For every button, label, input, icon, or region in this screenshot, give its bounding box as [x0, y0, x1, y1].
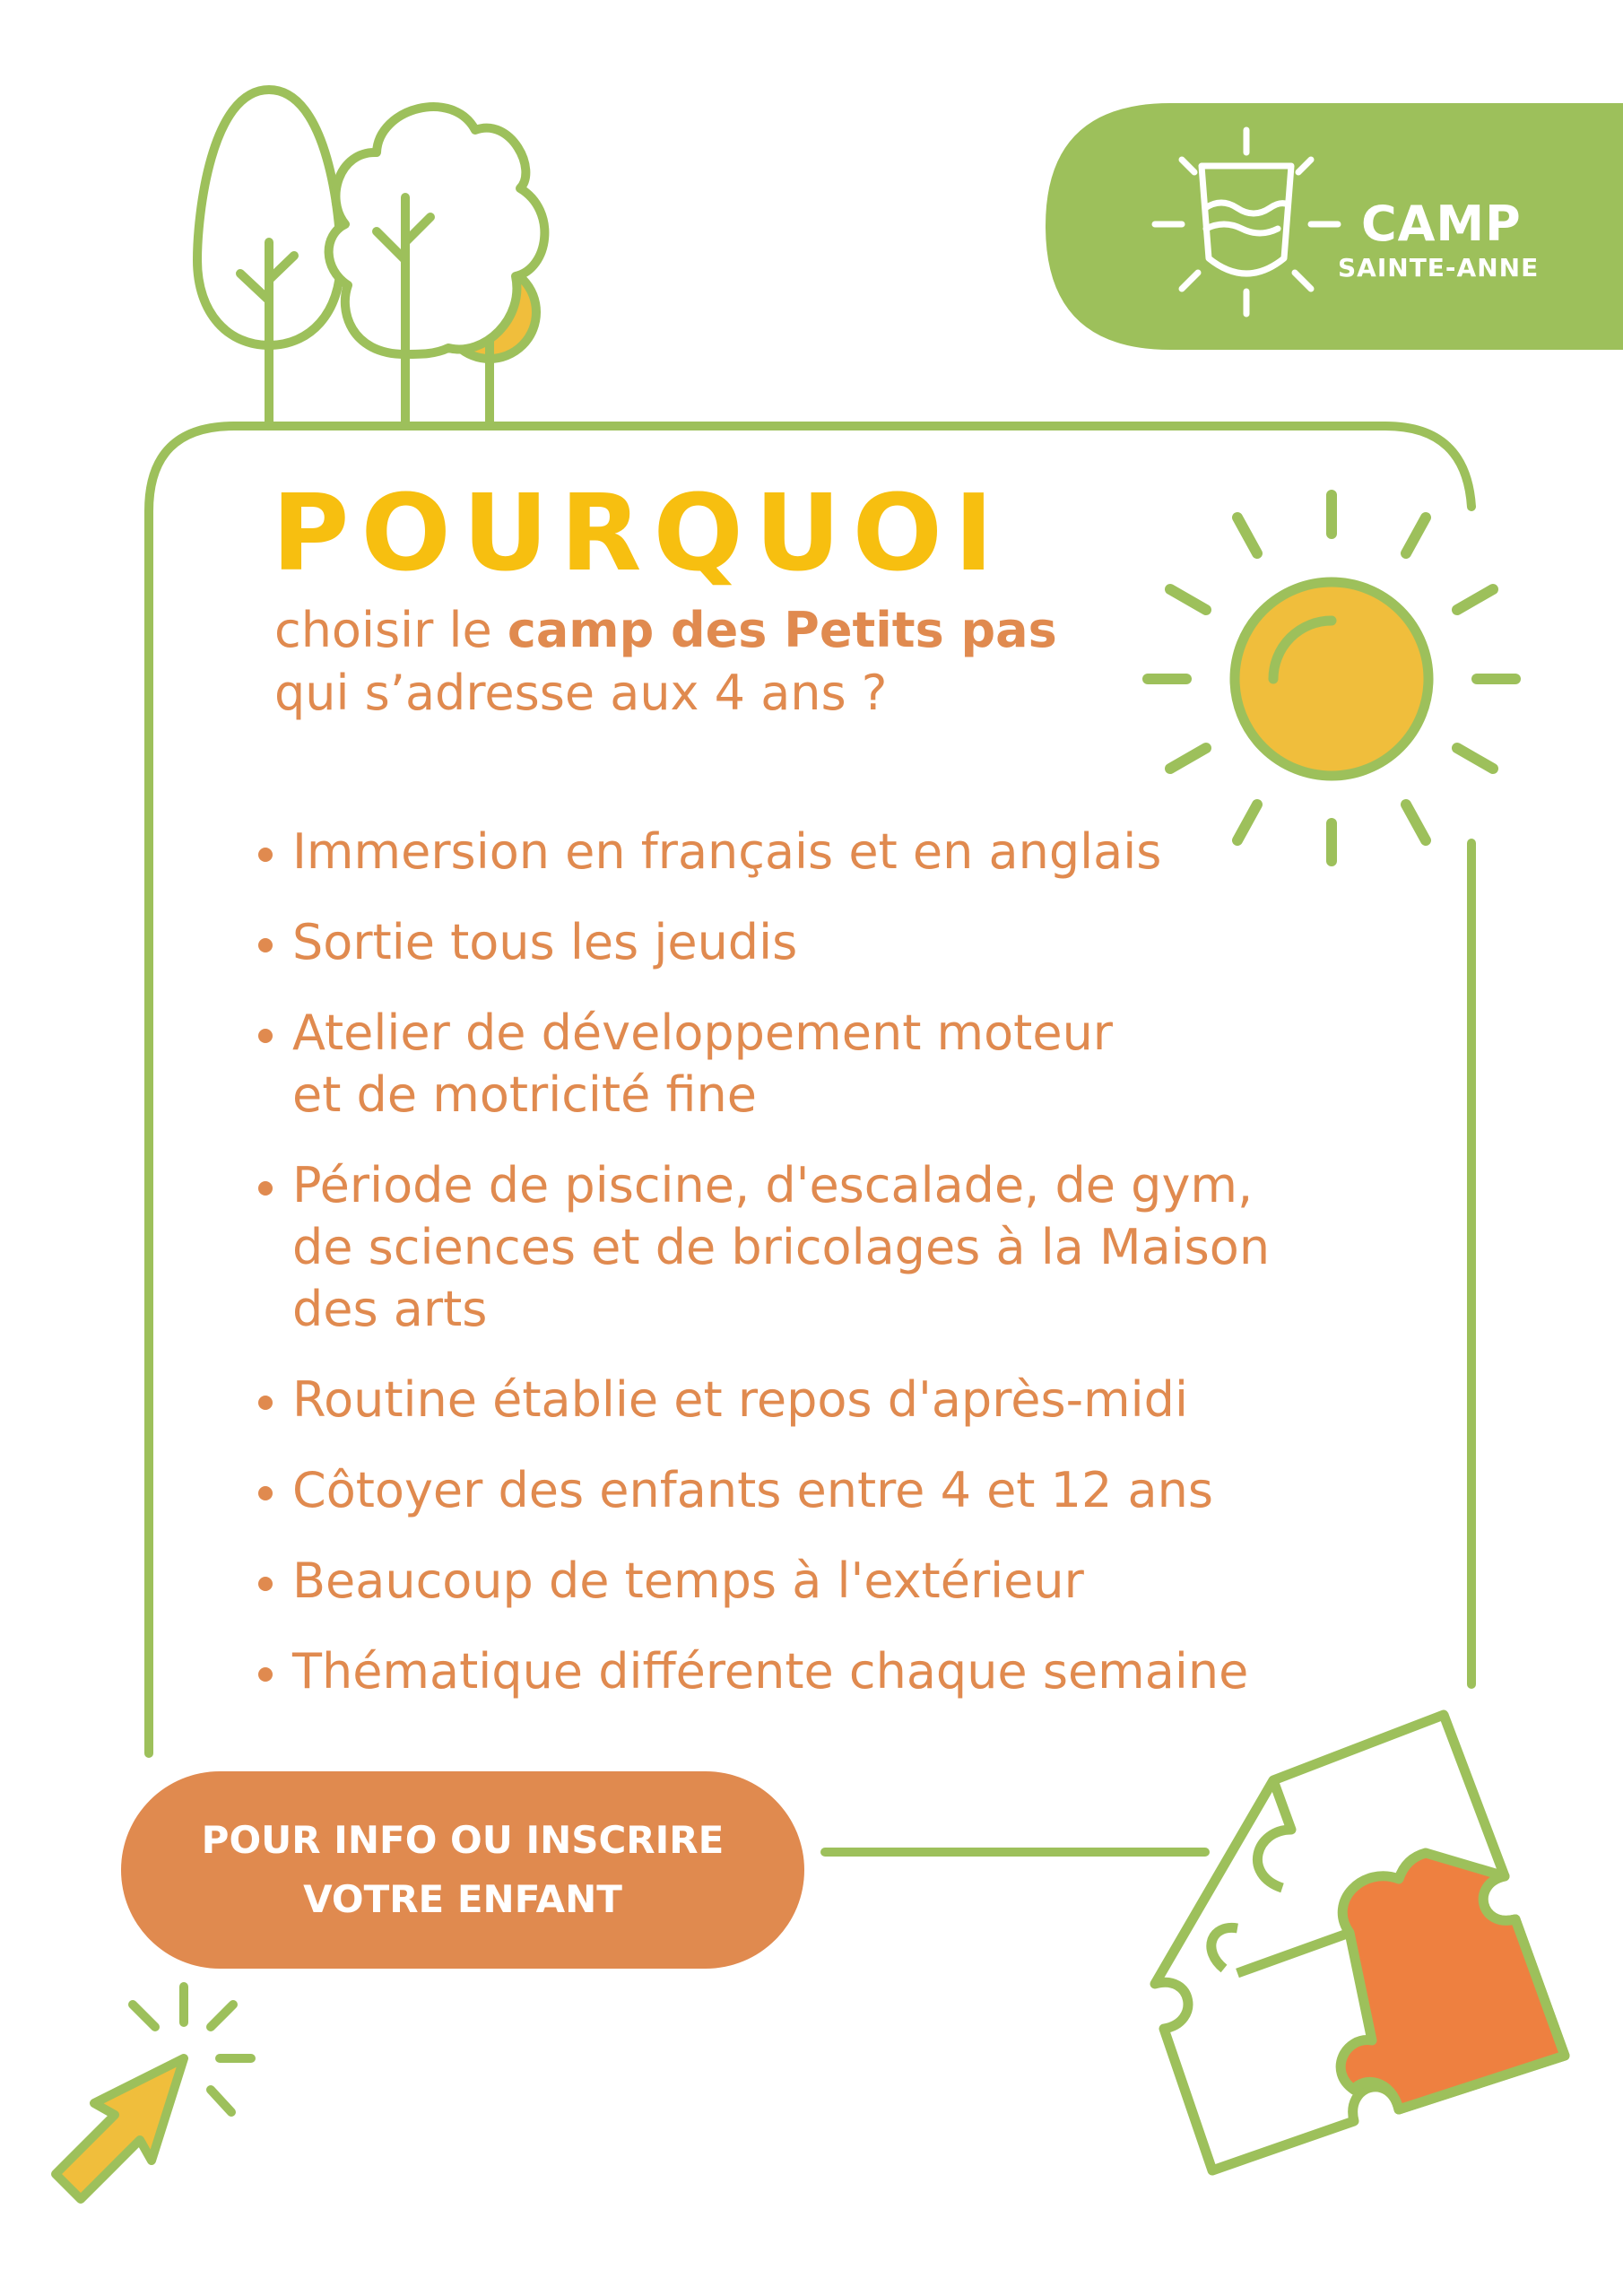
- feature-item-text: Période de piscine, d'escalade, de gym, de sciences et de bricolages à la Maison des arts: [292, 1157, 1271, 1337]
- sun-icon: [1148, 495, 1515, 861]
- cursor-arrow-icon: [56, 1987, 251, 2199]
- info-signup-button[interactable]: [121, 1771, 804, 1969]
- subtitle: [274, 599, 1057, 725]
- brand-subname: SAINTE-ANNE: [1338, 253, 1540, 283]
- feature-item-text: Immersion en français et en anglais: [292, 823, 1162, 880]
- page-title: POURQUOI: [272, 471, 1005, 595]
- puzzle-icon: [1155, 1715, 1565, 2170]
- subtitle-prefix: choisir le: [274, 602, 508, 658]
- feature-item: [255, 1002, 1270, 1126]
- feature-item: [255, 1459, 1270, 1521]
- feature-item: [255, 821, 1270, 883]
- feature-item-text: Thématique différente chaque semaine: [292, 1643, 1249, 1700]
- feature-item: [255, 1154, 1270, 1340]
- subtitle-camp-name: camp des Petits pas: [507, 602, 1057, 658]
- trees-icon: [197, 90, 544, 426]
- feature-item-text: Sortie tous les jeudis: [292, 914, 798, 970]
- feature-item: [255, 1640, 1270, 1702]
- subtitle-line-1: [274, 599, 1057, 662]
- subtitle-line-2: qui s’adresse aux 4 ans ?: [274, 665, 888, 721]
- info-signup-button-label: POUR INFO OU INSCRIRE VOTRE ENFANT: [201, 1818, 725, 1921]
- camp-logo: [1046, 103, 1623, 350]
- feature-list: [255, 821, 1270, 1731]
- feature-item: [255, 911, 1270, 973]
- feature-item: [255, 1369, 1270, 1431]
- feature-item-text: Côtoyer des enfants entre 4 et 12 ans: [292, 1462, 1213, 1518]
- feature-item: [255, 1550, 1270, 1612]
- feature-item-text: Routine établie et repos d'après-midi: [292, 1371, 1188, 1428]
- feature-item-text: Beaucoup de temps à l'extérieur: [292, 1552, 1084, 1609]
- brand-name: CAMP: [1361, 196, 1522, 252]
- feature-item-text: Atelier de développement moteur et de motricité fine: [292, 1004, 1113, 1123]
